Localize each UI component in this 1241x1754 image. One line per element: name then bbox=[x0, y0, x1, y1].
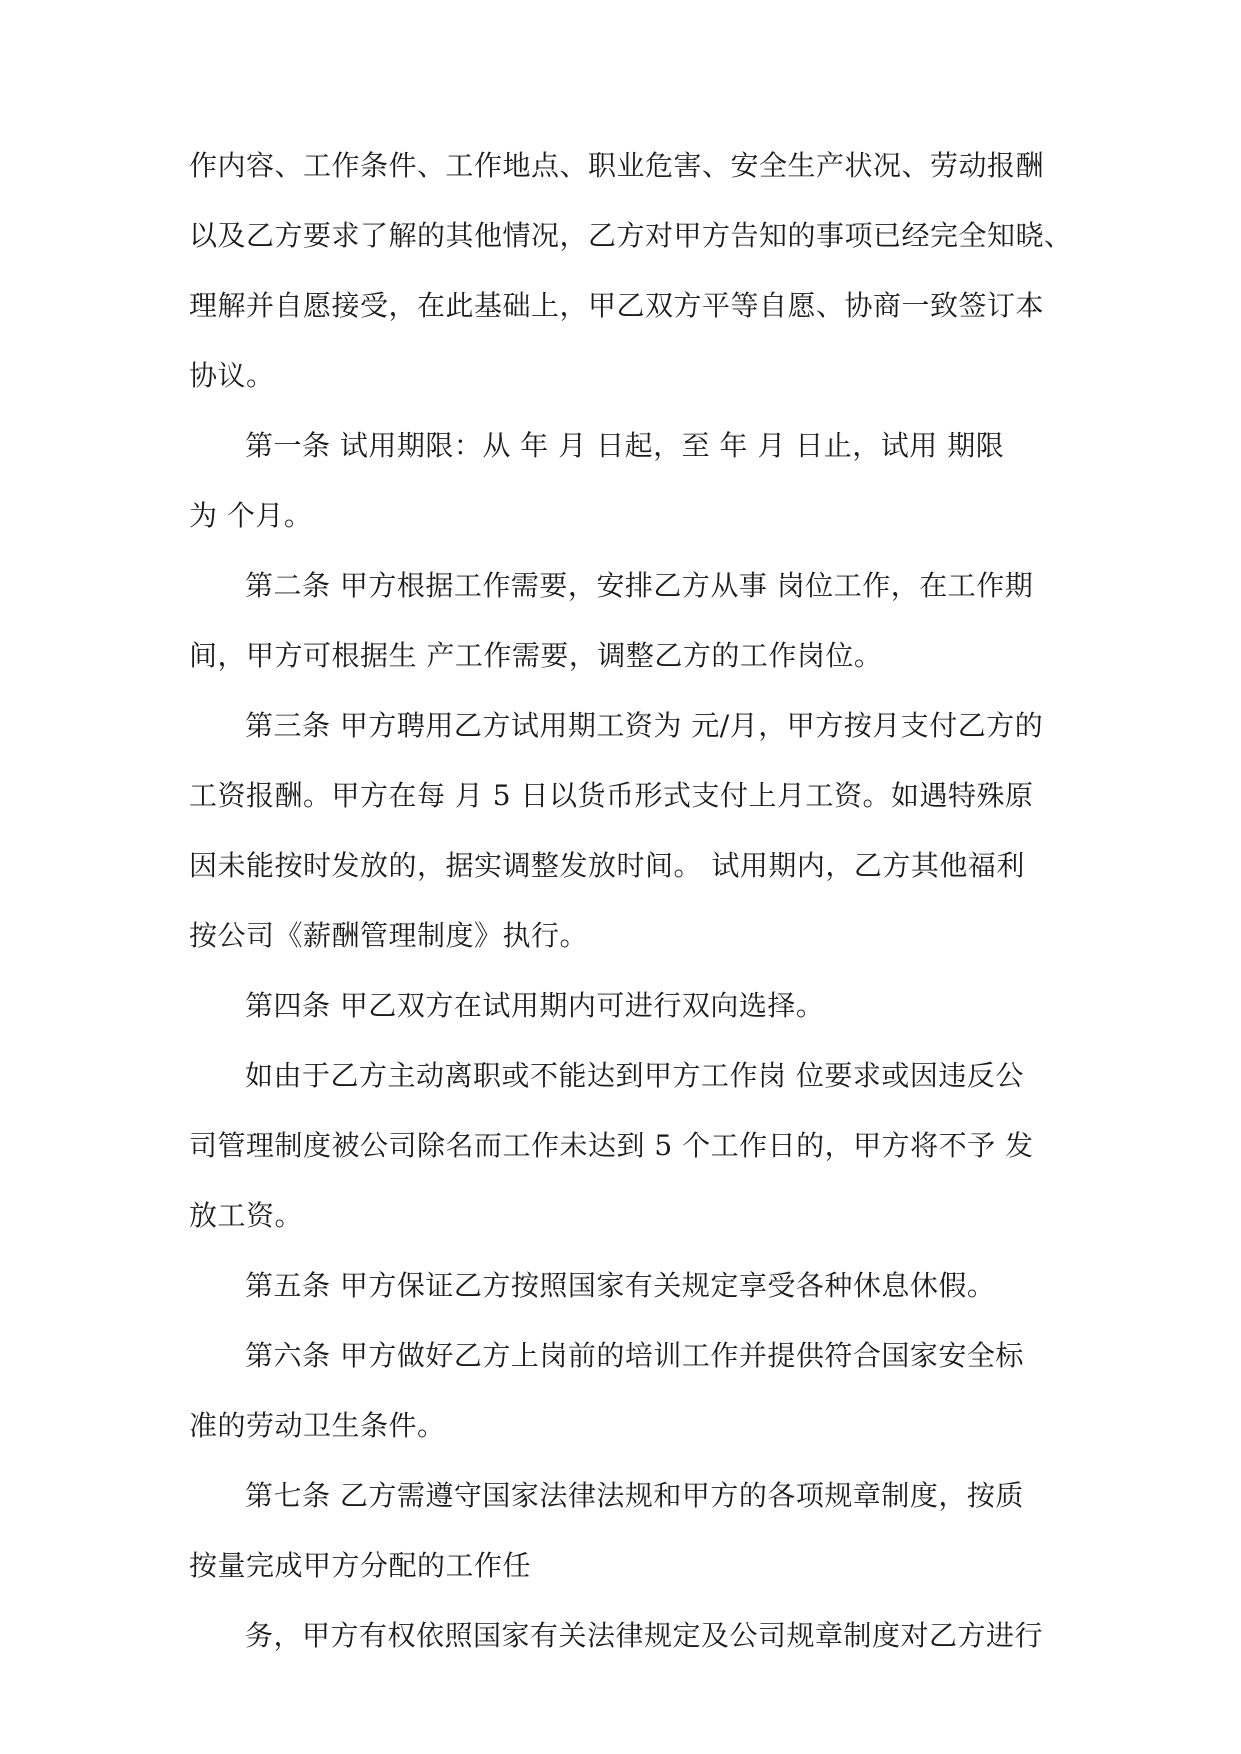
clause-5-line: 第五条 甲方保证乙方按照国家有关规定享受各种休息休假。 bbox=[245, 1269, 996, 1302]
text-line: 以及乙方要求了解的其他情况，乙方对甲方告知的事项已经完全知晓、 bbox=[189, 219, 1073, 252]
text-line: 理解并自愿接受，在此基础上，甲乙双方平等自愿、协商一致签订本 bbox=[189, 289, 1045, 322]
text-line: 按公司《薪酬管理制度》执行。 bbox=[189, 919, 589, 952]
clause-4-line: 第四条 甲乙双方在试用期内可进行双向选择。 bbox=[245, 989, 825, 1022]
text-line: 为 个月。 bbox=[189, 499, 313, 532]
clause-1-line: 第一条 试用期限：从 年 月 日起，至 年 月 日止，试用 期限 bbox=[245, 429, 1005, 462]
text-line: 如由于乙方主动离职或不能达到甲方工作岗 位要求或因违反公 bbox=[245, 1059, 1024, 1092]
text-line: 作内容、工作条件、工作地点、职业危害、安全生产状况、劳动报酬 bbox=[189, 149, 1045, 182]
text-line: 司管理制度被公司除名而工作未达到 5 个工作日的，甲方将不予 发 bbox=[189, 1129, 1034, 1162]
text-line: 因未能按时发放的，据实调整发放时间。 试用期内，乙方其他福利 bbox=[189, 849, 1025, 882]
text-line: 协议。 bbox=[189, 359, 275, 392]
clause-2-line: 第二条 甲方根据工作需要，安排乙方从事 岗位工作，在工作期 bbox=[245, 569, 1034, 602]
text-line: 准的劳动卫生条件。 bbox=[189, 1409, 446, 1442]
text-line: 放工资。 bbox=[189, 1199, 304, 1232]
clause-6-line: 第六条 甲方做好乙方上岗前的培训工作并提供符合国家安全标 bbox=[245, 1339, 1024, 1372]
text-line: 间，甲方可根据生 产工作需要，调整乙方的工作岗位。 bbox=[189, 639, 883, 672]
text-line: 务，甲方有权依照国家有关法律规定及公司规章制度对乙方进行 bbox=[245, 1619, 1044, 1652]
clause-3-line: 第三条 甲方聘用乙方试用期工资为 元/月，甲方按月支付乙方的 bbox=[245, 709, 1044, 742]
clause-7-line: 第七条 乙方需遵守国家法律法规和甲方的各项规章制度，按质 bbox=[245, 1479, 1024, 1512]
text-line: 按量完成甲方分配的工作任 bbox=[189, 1549, 532, 1582]
text-line: 工资报酬。甲方在每 月 5 日以货币形式支付上月工资。如遇特殊原 bbox=[189, 779, 1034, 812]
